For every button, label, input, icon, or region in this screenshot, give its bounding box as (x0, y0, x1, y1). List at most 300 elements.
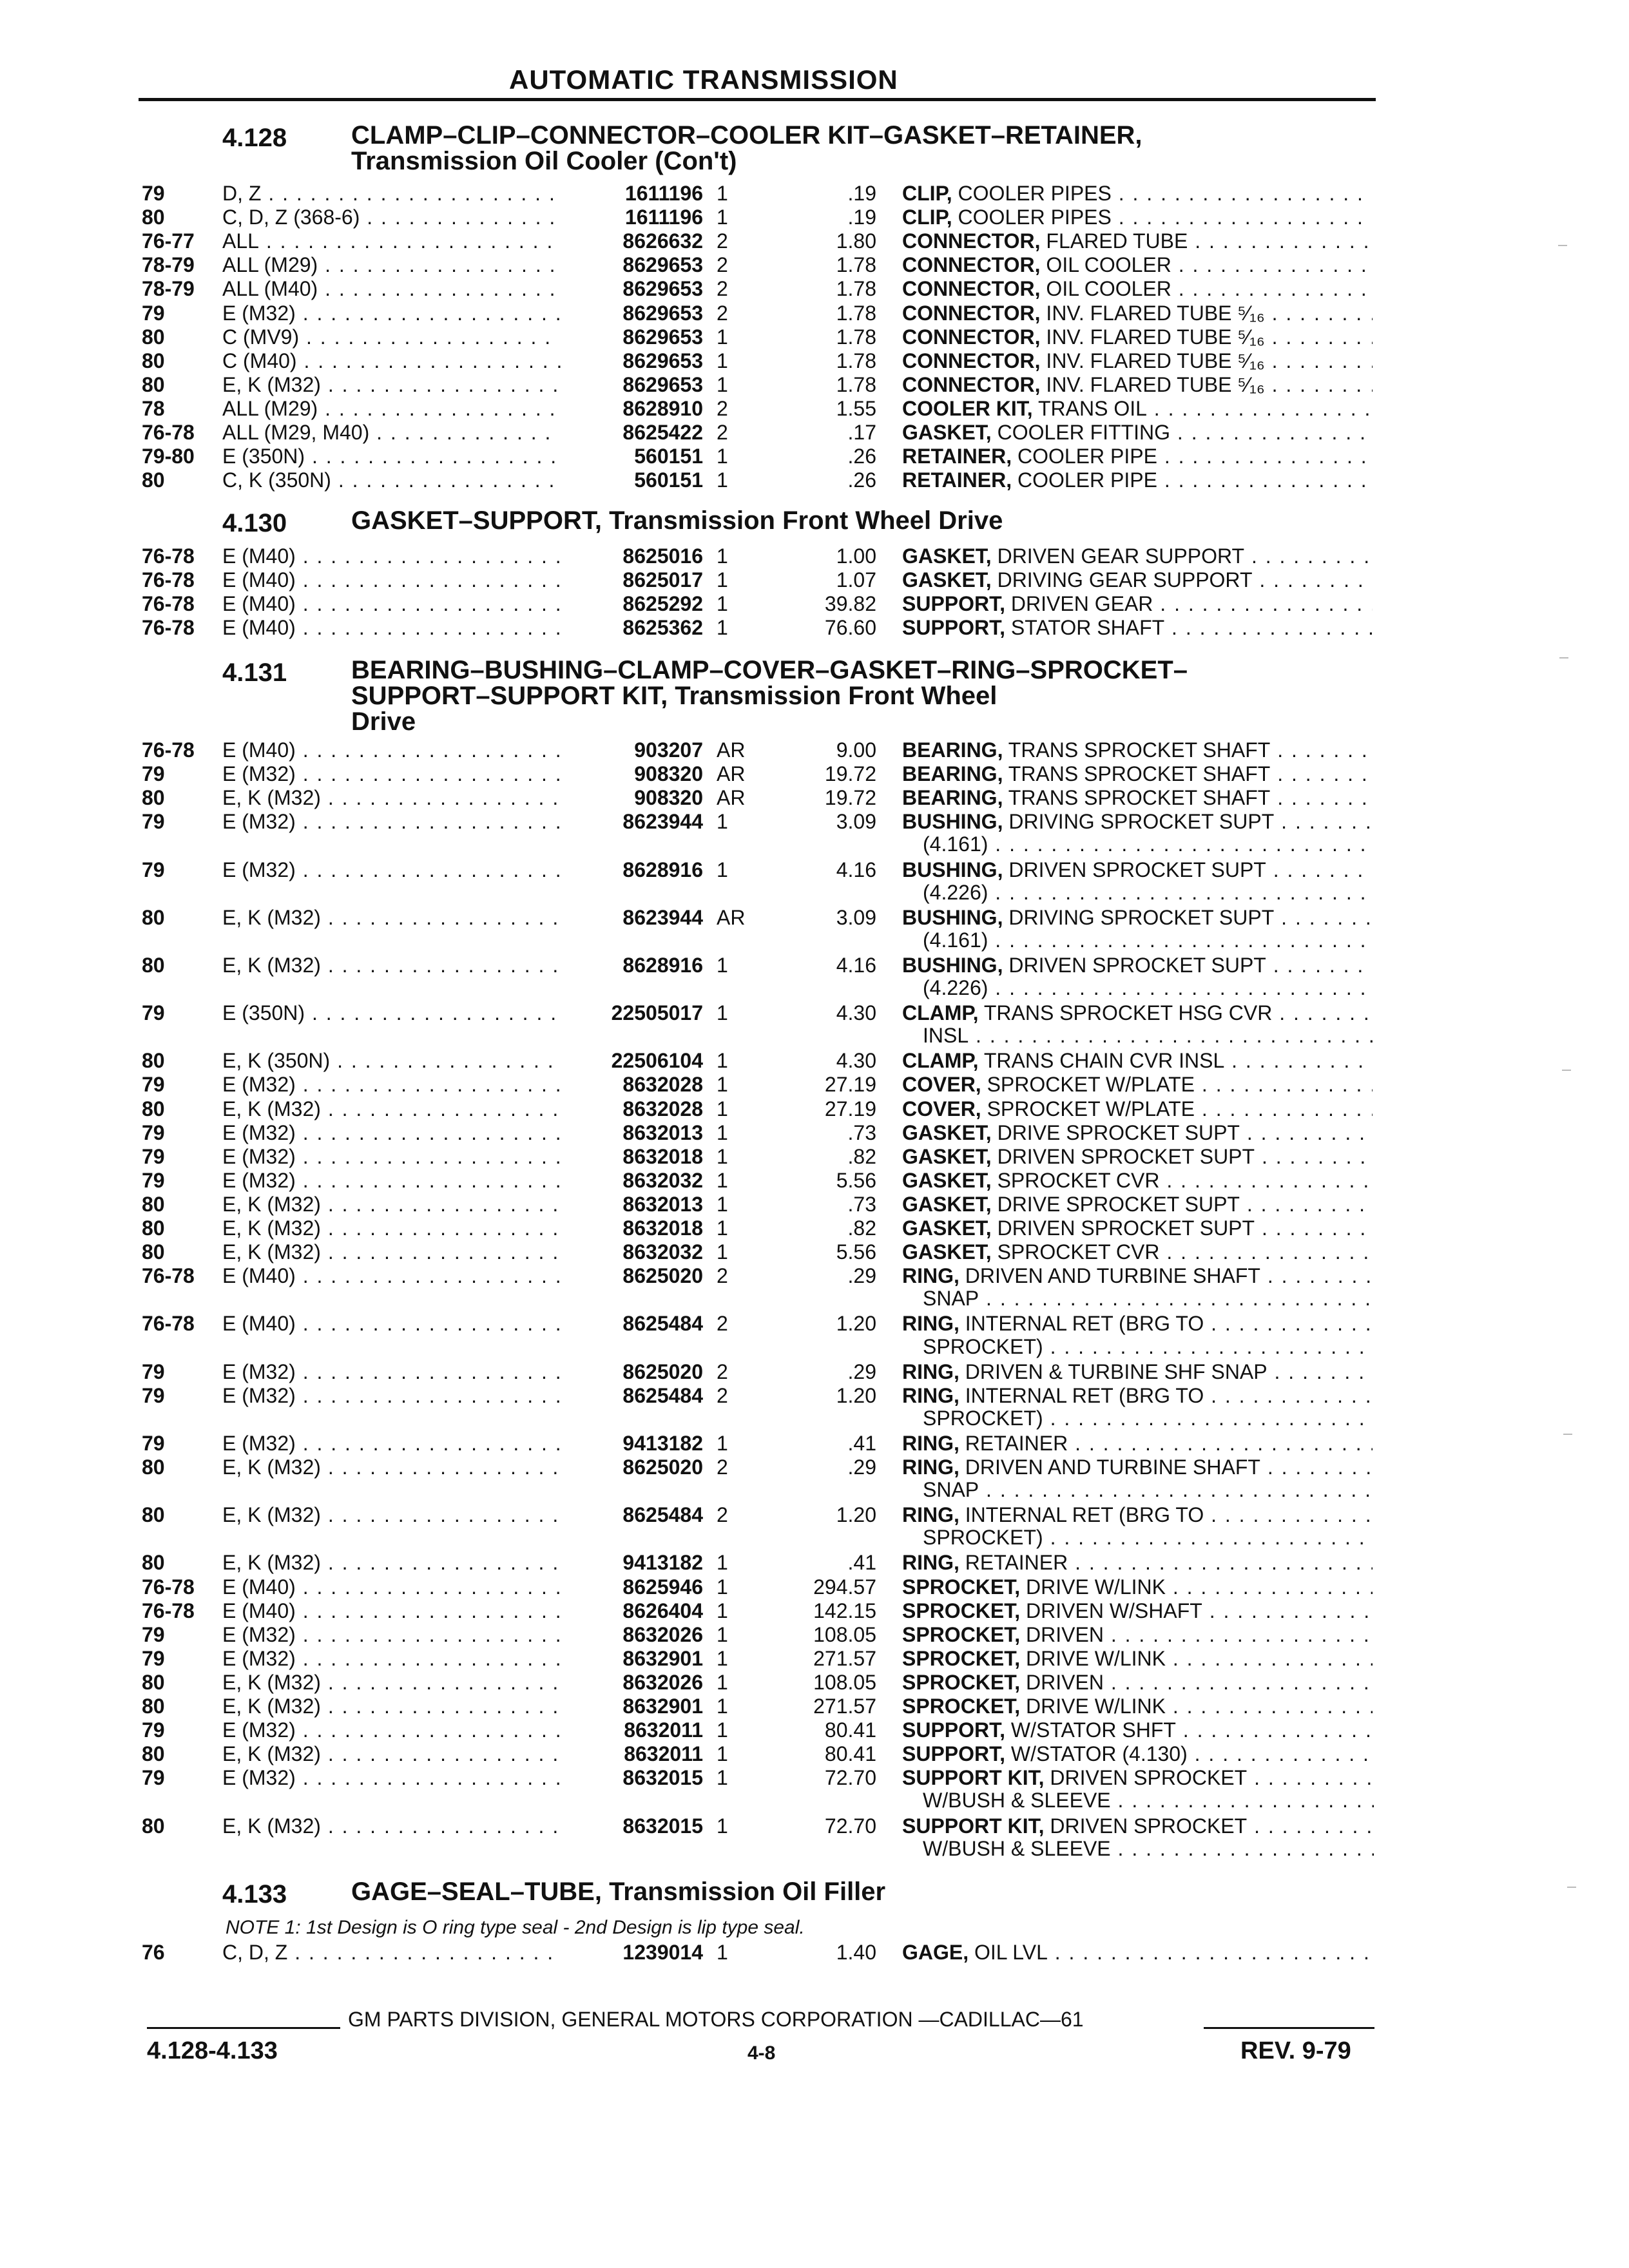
model-cell: ALL (M29) . . . (222, 253, 564, 276)
model-cell: E, K (M32) . . . (222, 1671, 564, 1694)
model-cell: E, K (M32) . . . (222, 786, 564, 809)
description-text (902, 1551, 1373, 1574)
table-row (0, 1814, 1629, 1838)
year-cell: 80 (142, 1192, 165, 1216)
part-number-cell: 8632032 (561, 1240, 703, 1264)
description-detail: SPROCKET W/PLATE (981, 1073, 1195, 1097)
footer-publisher: GM PARTS DIVISION, GENERAL MOTORS CORPORATION —CADILLAC—61 (348, 2008, 1084, 2031)
quantity-cell: 2 (717, 1360, 728, 1383)
description-text (902, 277, 1373, 300)
year-cell: 80 (142, 1456, 165, 1479)
price-cell: .82 (847, 1216, 876, 1240)
part-number-cell: 8628916 (561, 954, 703, 977)
description-detail: DRIVEN SPROCKET SUPT (1003, 858, 1266, 881)
footer-section-range: 4.128-4.133 (147, 2037, 278, 2064)
table-row (0, 229, 1629, 253)
table-row (0, 1001, 1629, 1024)
part-number-cell: 8629653 (561, 325, 703, 349)
part-number-cell: 8626632 (561, 229, 703, 253)
model-cell: E (M32) . . . (222, 1766, 564, 1789)
description-continuation (923, 1789, 1374, 1812)
year-cell: 79 (142, 1718, 165, 1742)
description-text (902, 1097, 1373, 1120)
table-row (0, 253, 1629, 276)
price-cell: 19.72 (824, 762, 876, 786)
description-detail: DRIVEN W/SHAFT (1020, 1599, 1202, 1622)
price-cell: 271.57 (813, 1695, 876, 1718)
model-cell: E (M40) . . . (222, 1599, 564, 1622)
quantity-cell: 2 (717, 396, 728, 420)
section-title (351, 508, 1356, 533)
year-cell: 80 (142, 953, 165, 977)
description-cell (902, 1384, 1373, 1407)
description-noun: GASKET, (902, 1192, 992, 1216)
model-cell: E (M32) . . . (222, 1384, 564, 1407)
year-cell: 79 (142, 1431, 165, 1455)
description-noun: GASKET, (902, 544, 992, 568)
description-noun: BUSHING, (902, 810, 1003, 834)
section-title-line: GAGE–SEAL–TUBE, Transmission Oil Filler (351, 1878, 886, 1906)
table-row (0, 1742, 1629, 1765)
quantity-cell: 1 (717, 1049, 728, 1073)
table-row (0, 1575, 1629, 1599)
quantity-cell: 1 (717, 372, 728, 396)
part-number-cell: 908320 (561, 786, 703, 809)
part-number-cell: 8629653 (561, 349, 703, 372)
price-cell: 294.57 (813, 1575, 876, 1599)
description-text (902, 1456, 1373, 1479)
price-cell: .26 (847, 445, 876, 468)
quantity-cell: 1 (717, 858, 728, 881)
description-cell (902, 349, 1373, 372)
price-cell: 5.56 (836, 1240, 876, 1264)
description-noun: BUSHING, (902, 905, 1003, 929)
part-number-cell: 560151 (561, 445, 703, 468)
part-number-cell: 8625362 (561, 616, 703, 639)
description-detail: DRIVE W/LINK (1020, 1695, 1166, 1718)
section-title-line: BEARING–BUSHING–CLAMP–COVER–GASKET–RING–SPROCKET– (351, 656, 1188, 684)
description-noun: CONNECTOR, (902, 229, 1041, 253)
description-noun: BUSHING, (902, 953, 1003, 977)
model-cell: E, K (M32) . . . (222, 1097, 564, 1120)
model-cell: E (M40) . . . (222, 616, 564, 639)
price-cell: 5.56 (836, 1168, 876, 1192)
year-cell: 80 (142, 206, 165, 229)
scan-speck (1559, 657, 1568, 658)
description-detail: DRIVEN SPROCKET SUPT (991, 1216, 1255, 1240)
description-cell (902, 810, 1373, 833)
description-detail: DRIVEN SPROCKET (1044, 1766, 1248, 1790)
description-continuation (923, 1287, 1374, 1310)
quantity-cell: 1 (717, 1766, 728, 1790)
description-detail: COOLER FITTING (991, 421, 1171, 444)
description-continuation-text: (4.161) . . . (923, 832, 1374, 856)
part-number-cell: 8632028 (561, 1097, 703, 1120)
description-text (902, 1671, 1373, 1694)
price-cell: 1.40 (836, 1941, 876, 1964)
table-row (0, 858, 1629, 881)
model-cell: ALL (M40) . . . (222, 277, 564, 300)
quantity-cell: 1 (717, 1216, 728, 1240)
quantity-cell: 1 (717, 1695, 728, 1718)
description-noun: CONNECTOR, (902, 301, 1041, 325)
description-cell (902, 1432, 1373, 1455)
part-number-cell: 9413182 (561, 1432, 703, 1455)
year-cell: 76-78 (142, 1264, 195, 1288)
description-text (902, 1432, 1373, 1455)
footer-rule-right (1204, 2027, 1374, 2029)
price-cell: .29 (847, 1456, 876, 1479)
year-cell: 79 (142, 762, 165, 786)
description-cell (902, 1766, 1373, 1789)
table-row (0, 1145, 1629, 1168)
year-cell: 79 (142, 1120, 165, 1144)
table-row (0, 592, 1629, 615)
description-text (902, 1312, 1373, 1335)
section-note: NOTE 1: 1st Design is O ring type seal - 2nd Design is lip type seal. (226, 1917, 805, 1938)
description-noun: CLAMP, (902, 1049, 979, 1073)
quantity-cell: 2 (717, 1264, 728, 1288)
price-cell: 39.82 (824, 592, 876, 616)
description-continuation (923, 881, 1374, 904)
description-detail: DRIVEN & TURBINE SHF SNAP (959, 1360, 1268, 1383)
year-cell: 80 (142, 325, 165, 349)
description-text (902, 373, 1373, 396)
description-cell (902, 592, 1373, 615)
description-text (902, 1145, 1373, 1168)
description-text (902, 1240, 1373, 1264)
part-number-cell: 8632032 (561, 1169, 703, 1192)
price-cell: 1.78 (836, 253, 876, 277)
quantity-cell: 1 (717, 1073, 728, 1097)
quantity-cell: 2 (717, 421, 728, 444)
description-text (902, 1216, 1373, 1240)
price-cell: 72.70 (824, 1766, 876, 1790)
description-text (902, 325, 1373, 349)
year-cell: 79-80 (142, 445, 195, 468)
table-row (0, 906, 1629, 929)
model-cell: E (M32) . . . (222, 1360, 564, 1383)
scan-speck (1558, 245, 1567, 246)
year-cell: 79 (142, 1646, 165, 1670)
description-detail: DRIVING GEAR SUPPORT (991, 568, 1253, 592)
price-cell: 1.07 (836, 568, 876, 592)
price-cell: 1.78 (836, 325, 876, 349)
description-continuation (923, 1335, 1374, 1358)
part-number-cell: 8632028 (561, 1073, 703, 1096)
description-cell (902, 1312, 1373, 1335)
table-row (0, 954, 1629, 977)
table-row (0, 302, 1629, 325)
description-detail: DRIVE SPROCKET SUPT (991, 1192, 1240, 1216)
model-cell: E (M32) . . . (222, 1073, 564, 1096)
description-continuation-text: (4.161) . . . (923, 928, 1374, 952)
model-cell: E, K (M32) . . . (222, 906, 564, 929)
price-cell: .26 (847, 468, 876, 492)
description-noun: GASKET, (902, 568, 992, 592)
description-text (902, 1169, 1373, 1192)
description-noun: RING, (902, 1312, 959, 1336)
description-text (902, 1360, 1373, 1383)
quantity-cell: 1 (717, 182, 728, 205)
quantity-cell: 1 (717, 1431, 728, 1455)
description-text (902, 1575, 1373, 1599)
description-detail: OIL COOLER (1040, 253, 1171, 277)
description-text (902, 1623, 1373, 1646)
description-noun: SUPPORT, (902, 592, 1006, 616)
table-row (0, 1169, 1629, 1192)
part-number-cell: 560151 (561, 468, 703, 492)
model-cell: E (M40) . . . (222, 1312, 564, 1335)
description-detail: COOLER PIPE (1012, 445, 1157, 468)
description-detail: OIL COOLER (1040, 277, 1171, 301)
model-cell: C, D, Z . . . (222, 1941, 564, 1964)
table-row (0, 762, 1629, 785)
description-cell (902, 1145, 1373, 1168)
year-cell: 80 (142, 1240, 165, 1264)
description-noun: CONNECTOR, (902, 277, 1041, 301)
price-cell: 4.30 (836, 1001, 876, 1025)
model-cell: E (M40) . . . (222, 592, 564, 615)
description-text (902, 1193, 1373, 1216)
description-text (902, 302, 1373, 325)
description-detail: INV. FLARED TUBE ⁵⁄₁₆ (1040, 349, 1265, 372)
price-cell: .41 (847, 1551, 876, 1575)
year-cell: 79 (142, 1383, 165, 1407)
price-cell: 1.78 (836, 372, 876, 396)
model-cell: E (M40) . . . (222, 568, 564, 591)
description-noun: GASKET, (902, 1240, 992, 1264)
table-row (0, 373, 1629, 396)
description-cell (902, 1718, 1373, 1742)
part-number-cell: 8632011 (561, 1718, 703, 1742)
description-detail: SPROCKET CVR (991, 1168, 1160, 1192)
description-detail: DRIVEN GEAR SUPPORT (991, 544, 1245, 568)
year-cell: 76-78 (142, 1312, 195, 1336)
description-continuation (923, 976, 1374, 999)
table-row (0, 1695, 1629, 1718)
description-text (902, 544, 1373, 568)
quantity-cell: 2 (717, 1312, 728, 1336)
year-cell: 79 (142, 1766, 165, 1790)
quantity-cell: 1 (717, 1941, 728, 1964)
quantity-cell: 1 (717, 445, 728, 468)
model-cell: E, K (350N) . . . (222, 1049, 564, 1072)
part-number-cell: 8629653 (561, 253, 703, 276)
price-cell: 9.00 (836, 738, 876, 762)
description-cell (902, 1623, 1373, 1646)
price-cell: 4.16 (836, 953, 876, 977)
model-cell: E, K (M32) . . . (222, 1456, 564, 1479)
year-cell: 79 (142, 858, 165, 881)
description-cell (902, 1097, 1373, 1120)
part-number-cell: 9413182 (561, 1551, 703, 1574)
description-continuation (923, 1837, 1374, 1860)
quantity-cell: 1 (717, 1240, 728, 1264)
description-text (902, 738, 1373, 762)
description-noun: SUPPORT, (902, 1718, 1006, 1742)
description-detail: TRANS OIL (1032, 396, 1147, 420)
description-noun: RING, (902, 1264, 959, 1288)
description-text (902, 1647, 1373, 1670)
model-cell: E, K (M32) . . . (222, 954, 564, 977)
description-detail: OIL LVL (969, 1941, 1048, 1964)
model-cell: C (MV9) . . . (222, 325, 564, 349)
description-detail: W/STATOR (4.130) (1005, 1742, 1188, 1766)
model-cell: E (M32) . . . (222, 858, 564, 881)
year-cell: 76-78 (142, 1575, 195, 1599)
quantity-cell: 1 (717, 1670, 728, 1694)
section-title-line: Drive (351, 707, 416, 736)
quantity-cell: 1 (717, 1622, 728, 1646)
part-number-cell: 8626404 (561, 1599, 703, 1622)
description-cell (902, 1264, 1373, 1287)
description-detail: DRIVE W/LINK (1020, 1575, 1166, 1599)
table-row (0, 1718, 1629, 1742)
quantity-cell: 1 (717, 468, 728, 492)
description-detail: TRANS CHAIN CVR INSL (978, 1049, 1225, 1073)
description-detail: RETAINER (959, 1431, 1068, 1455)
year-cell: 80 (142, 1670, 165, 1694)
year-cell: 80 (142, 349, 165, 372)
model-cell: E (M32) . . . (222, 1121, 564, 1144)
quantity-cell: 2 (717, 301, 728, 325)
table-row (0, 206, 1629, 229)
price-cell: 142.15 (813, 1599, 876, 1622)
part-number-cell: 8629653 (561, 277, 703, 300)
year-cell: 76-78 (142, 421, 195, 444)
description-noun: CLIP, (902, 206, 952, 229)
price-cell: 1.20 (836, 1503, 876, 1527)
header-rule (139, 98, 1376, 101)
description-cell (902, 1216, 1373, 1240)
description-continuation-text: SPROCKET) . . . (923, 1407, 1374, 1430)
part-number-cell: 8628910 (561, 397, 703, 420)
table-row (0, 568, 1629, 591)
description-continuation-text: INSL . . . (923, 1024, 1374, 1047)
description-detail: INTERNAL RET (BRG TO (959, 1383, 1204, 1407)
year-cell: 80 (142, 1216, 165, 1240)
price-cell: .73 (847, 1192, 876, 1216)
table-row (0, 1193, 1629, 1216)
description-text (902, 1264, 1373, 1287)
description-noun: RING, (902, 1551, 959, 1575)
description-detail: W/STATOR SHFT (1005, 1718, 1176, 1742)
part-number-cell: 908320 (561, 762, 703, 785)
part-number-cell: 8625484 (561, 1503, 703, 1526)
model-cell: D, Z . . . (222, 182, 564, 205)
description-text (902, 786, 1373, 809)
model-cell: E, K (M32) . . . (222, 373, 564, 396)
table-row (0, 1503, 1629, 1526)
quantity-cell: 1 (717, 1814, 728, 1838)
description-detail: STATOR SHAFT (1005, 616, 1165, 640)
quantity-cell: 1 (717, 1599, 728, 1622)
table-row (0, 1384, 1629, 1407)
description-noun: SPROCKET, (902, 1646, 1021, 1670)
scan-speck (1562, 1070, 1571, 1071)
description-text (902, 1073, 1373, 1096)
description-noun: GASKET, (902, 1216, 992, 1240)
quantity-cell: 1 (717, 1742, 728, 1766)
description-detail: TRANS SPROCKET HSG CVR (978, 1001, 1273, 1025)
description-continuation-text: (4.226) . . . (923, 976, 1374, 999)
price-cell: .17 (847, 421, 876, 444)
part-number-cell: 8632011 (561, 1742, 703, 1765)
description-detail: INV. FLARED TUBE ⁵⁄₁₆ (1040, 325, 1265, 349)
section-title (351, 122, 1356, 174)
section-number: 4.128 (222, 124, 287, 152)
description-text (902, 1766, 1373, 1789)
description-text (902, 349, 1373, 372)
part-number-cell: 8625484 (561, 1312, 703, 1335)
price-cell: .29 (847, 1360, 876, 1383)
part-number-cell: 8625020 (561, 1264, 703, 1287)
description-cell (902, 1001, 1373, 1024)
section-title-line: GASKET–SUPPORT, Transmission Front Wheel Drive (351, 506, 1003, 535)
model-cell: E (M32) . . . (222, 1145, 564, 1168)
year-cell: 80 (142, 1551, 165, 1575)
description-noun: CONNECTOR, (902, 372, 1041, 396)
description-cell (902, 1814, 1373, 1838)
description-detail: DRIVING SPROCKET SUPT (1003, 810, 1275, 834)
model-cell: E (350N) . . . (222, 445, 564, 468)
year-cell: 78-79 (142, 277, 195, 301)
description-text (902, 1742, 1373, 1765)
description-cell (902, 373, 1373, 396)
description-cell (902, 1941, 1373, 1964)
description-continuation-text: SNAP . . . (923, 1287, 1374, 1310)
table-row (0, 1941, 1629, 1964)
description-cell (902, 1121, 1373, 1144)
description-detail: INTERNAL RET (BRG TO (959, 1312, 1204, 1336)
quantity-cell: 1 (717, 1646, 728, 1670)
description-noun: BUSHING, (902, 858, 1003, 881)
description-cell (902, 182, 1373, 205)
description-continuation-text: W/BUSH & SLEEVE . . . (923, 1789, 1374, 1812)
description-continuation (923, 1526, 1374, 1549)
description-cell (902, 1551, 1373, 1574)
description-noun: CLIP, (902, 182, 952, 205)
table-row (0, 1456, 1629, 1479)
description-detail: DRIVEN SPROCKET SUPT (991, 1144, 1255, 1168)
year-cell: 80 (142, 786, 165, 810)
description-cell (902, 786, 1373, 809)
price-cell: 1.80 (836, 229, 876, 253)
table-row (0, 1240, 1629, 1264)
description-noun: BEARING, (902, 762, 1003, 786)
table-row (0, 1312, 1629, 1335)
section-title-line: SUPPORT–SUPPORT KIT, Transmission Front Wheel (351, 682, 998, 710)
price-cell: 80.41 (824, 1718, 876, 1742)
description-detail: RETAINER (959, 1551, 1068, 1575)
description-cell (902, 1575, 1373, 1599)
description-detail: INV. FLARED TUBE ⁵⁄₁₆ (1040, 372, 1265, 396)
table-row (0, 277, 1629, 300)
description-text (902, 906, 1373, 929)
model-cell: E (M32) . . . (222, 762, 564, 785)
year-cell: 79 (142, 1001, 165, 1025)
part-number-cell: 8632026 (561, 1671, 703, 1694)
description-noun: CLAMP, (902, 1001, 979, 1025)
description-text (902, 182, 1373, 205)
year-cell: 76-78 (142, 592, 195, 616)
quantity-cell: 1 (717, 1168, 728, 1192)
description-cell (902, 1503, 1373, 1526)
description-text (902, 468, 1373, 492)
description-cell (902, 1193, 1373, 1216)
description-noun: COVER, (902, 1097, 981, 1120)
